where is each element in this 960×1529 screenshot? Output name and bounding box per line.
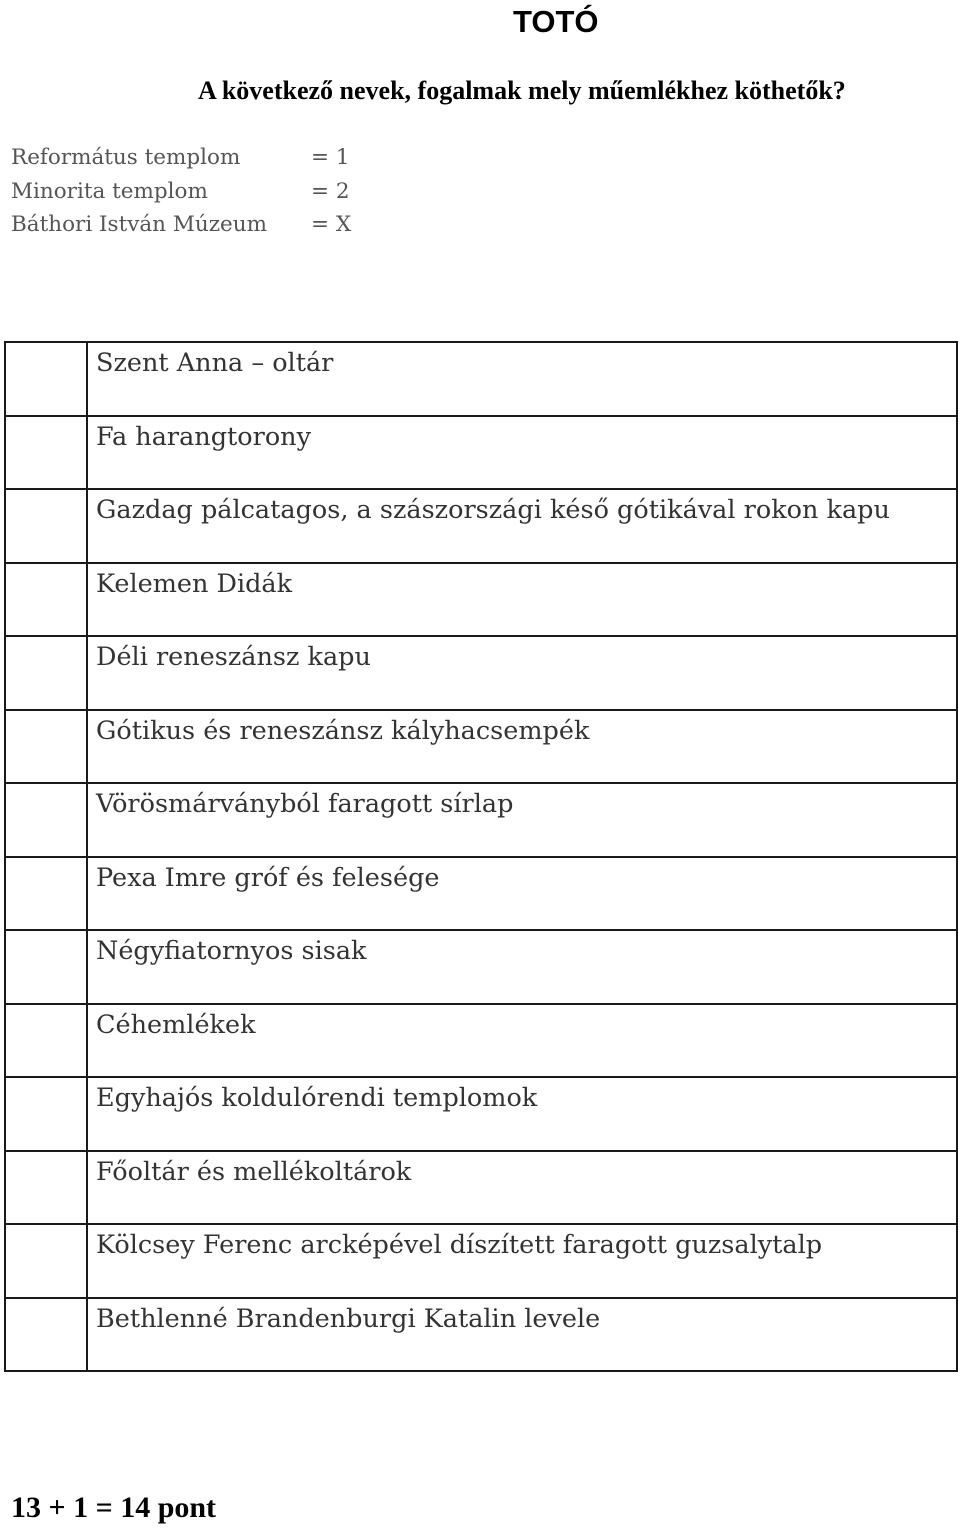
item-cell	[87, 563, 957, 637]
item-text: Déli reneszánsz kapu	[96, 642, 371, 672]
item-cell	[87, 416, 957, 490]
quiz-row	[5, 1151, 957, 1225]
item-cell	[87, 636, 957, 710]
answer-cell[interactable]	[5, 710, 87, 784]
legend-row	[11, 175, 351, 209]
item-cell	[87, 1298, 957, 1372]
item-text: Főoltár és mellékoltárok	[96, 1156, 412, 1187]
answer-cell[interactable]	[5, 1151, 87, 1225]
item-cell	[87, 783, 957, 857]
quiz-row	[5, 1077, 957, 1151]
quiz-row	[5, 857, 957, 931]
answer-cell[interactable]	[5, 1077, 87, 1151]
item-text: Kelemen Didák	[96, 568, 293, 599]
legend-code: = X	[311, 212, 352, 237]
item-text: Céhemlékek	[96, 1009, 256, 1040]
item-cell	[87, 1224, 957, 1298]
item-text: Gótikus és reneszánsz kályhacsempék	[96, 715, 590, 746]
answer-cell[interactable]	[5, 342, 87, 416]
quiz-row	[5, 710, 957, 784]
item-text: Fa harangtorony	[96, 421, 312, 452]
answer-cell[interactable]	[5, 1224, 87, 1298]
page-title: TOTÓ	[513, 4, 599, 39]
answer-cell[interactable]	[5, 636, 87, 710]
item-text: Gazdag pálcatagos, a szászországi késő gótikával rokon kapu	[96, 495, 890, 525]
answer-cell[interactable]	[5, 857, 87, 931]
quiz-row	[5, 342, 957, 416]
legend-name: Református templom	[11, 145, 241, 170]
quiz-row	[5, 1004, 957, 1078]
quiz-table	[4, 341, 958, 1372]
item-cell	[87, 1151, 957, 1225]
answer-cell[interactable]	[5, 1298, 87, 1372]
item-text: Egyhajós koldulórendi templomok	[96, 1083, 538, 1113]
item-cell	[87, 930, 957, 1004]
legend-row	[11, 208, 351, 242]
quiz-row	[5, 783, 957, 857]
quiz-row	[5, 1298, 957, 1372]
item-text: Pexa Imre gróf és felesége	[96, 862, 440, 893]
legend-code: = 2	[311, 178, 350, 204]
item-cell	[87, 342, 957, 416]
item-text: Kölcsey Ferenc arcképével díszített faragott guzsalytalp	[96, 1230, 823, 1260]
item-cell	[87, 489, 957, 563]
item-cell	[87, 1004, 957, 1078]
answer-cell[interactable]	[5, 1004, 87, 1078]
legend-name: Minorita templom	[11, 178, 208, 204]
item-cell	[87, 857, 957, 931]
item-text: Vörösmárványból faragott sírlap	[96, 789, 514, 819]
answer-cell[interactable]	[5, 930, 87, 1004]
quiz-row	[5, 636, 957, 710]
legend	[11, 141, 351, 242]
quiz-row	[5, 930, 957, 1004]
item-cell	[87, 1077, 957, 1151]
answer-cell[interactable]	[5, 489, 87, 563]
answer-cell[interactable]	[5, 563, 87, 637]
legend-code: = 1	[311, 145, 350, 170]
answer-cell[interactable]	[5, 783, 87, 857]
score-text: 13 + 1 = 14 pont	[11, 1491, 217, 1524]
quiz-row	[5, 563, 957, 637]
question-text: A következő nevek, fogalmak mely műemlékhez köthetők?	[198, 76, 846, 105]
item-text: Szent Anna – oltár	[96, 348, 334, 378]
answer-cell[interactable]	[5, 416, 87, 490]
item-text: Bethlenné Brandenburgi Katalin levele	[96, 1303, 601, 1334]
item-text: Négyfiatornyos sisak	[96, 936, 367, 966]
quiz-row	[5, 489, 957, 563]
legend-row	[11, 141, 351, 175]
legend-name: Báthori István Múzeum	[11, 212, 267, 237]
quiz-row	[5, 416, 957, 490]
quiz-row	[5, 1224, 957, 1298]
item-cell	[87, 710, 957, 784]
